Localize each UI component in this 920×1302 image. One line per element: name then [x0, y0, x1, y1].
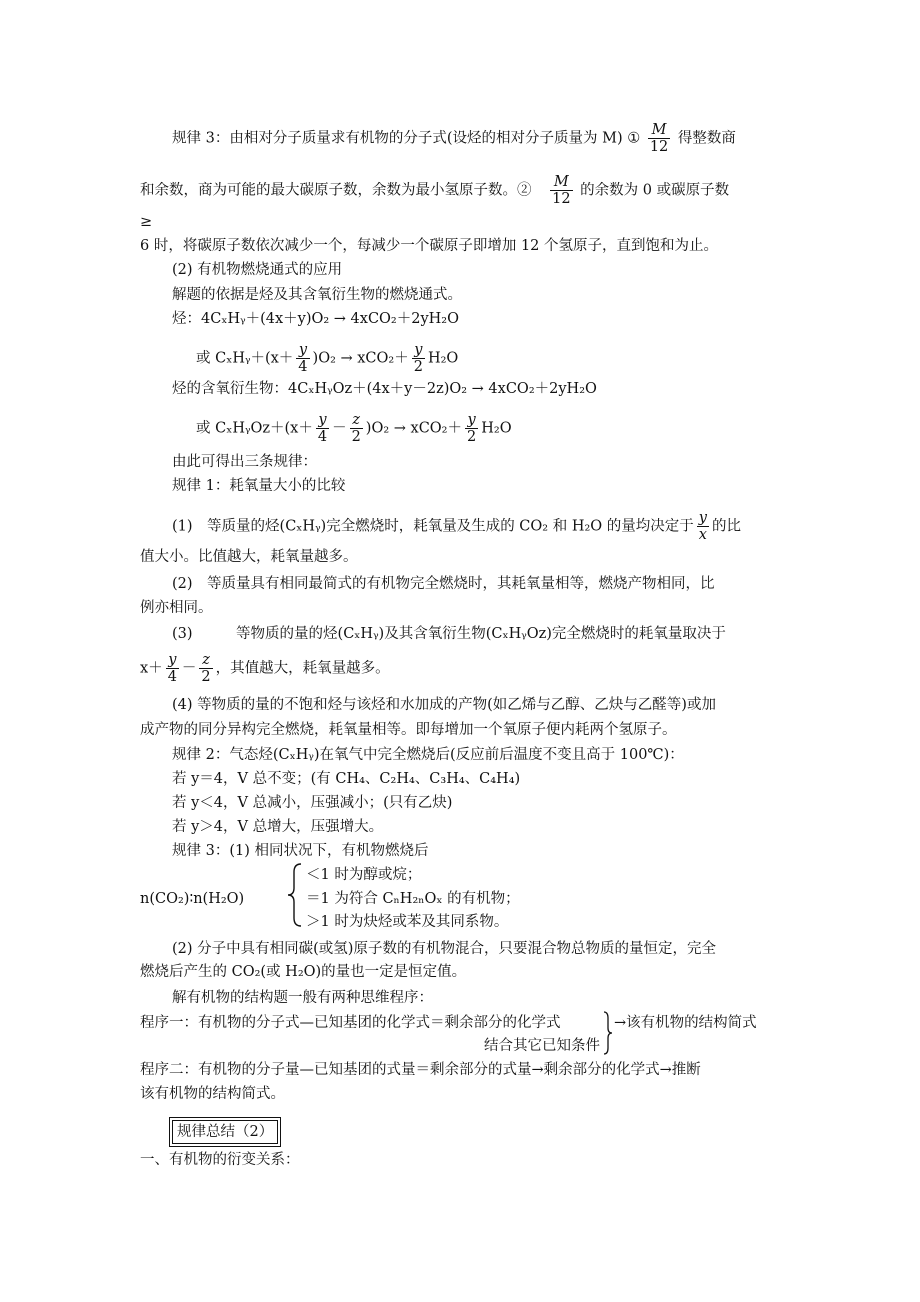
rule3-line3: 6 时，将碳原子数依次减少一个，每减少一个碳原子即增加 12 个氢原子，直到饱和为止。: [140, 238, 718, 254]
text: ，其值越大，耗氧量越多。: [215, 660, 390, 677]
text: 或 CₓHᵧ＋(x＋: [196, 350, 294, 367]
procedure-one-condition: 结合其它已知条件: [484, 1038, 600, 1054]
text: 规律 3：由相对分子质量求有机物的分子式(设烃的相对分子质量为 M) ①: [172, 130, 641, 147]
text: －: [332, 420, 347, 437]
frac-num: y: [296, 342, 309, 359]
text: x＋: [140, 660, 163, 677]
frac-num: y: [166, 652, 179, 669]
fraction: [166, 652, 179, 685]
paragraph: 由此可得出三条规律：: [172, 454, 317, 470]
rule1-item1: [172, 510, 741, 543]
paragraph: 若 y＜4，V 总减小，压强减小；(只有乙炔): [172, 795, 453, 811]
right-brace-icon: [602, 1010, 614, 1056]
rule-title: 规律 2：气态烃(CₓHᵧ)在氧气中完全燃烧后(反应前后温度不变且高于 100℃)：: [172, 747, 684, 763]
paragraph: 解题的依据是烃及其含氧衍生物的燃烧通式。: [172, 287, 462, 303]
fraction-m-12: [550, 174, 572, 207]
paragraph: 若 y＞4，V 总增大，压强增大。: [172, 819, 384, 835]
fraction: [316, 412, 329, 445]
fraction-m-12: [648, 122, 670, 155]
paragraph: 值大小。比值越大，耗氧量越多。: [140, 549, 358, 565]
procedure-one-result: →该有机物的结构简式: [614, 1015, 757, 1031]
frac-num: M: [550, 174, 572, 191]
rule3-intro: [172, 122, 736, 155]
frac-den: 4: [167, 669, 177, 685]
ratio-expression: n(CO₂)∶n(H₂O): [140, 891, 245, 907]
case-item: ＞1 时为炔烃或苯及其同系物。: [306, 914, 509, 930]
paragraph: 例亦相同。: [140, 600, 213, 616]
section-title: (2) 有机物燃烧通式的应用: [172, 262, 343, 278]
procedure-one: 程序一：有机物的分子式—已知基团的化学式＝剩余部分的化学式: [140, 1015, 561, 1031]
paragraph: (4) 等物质的量的不饱和烃与该烃和水加成的产物(如乙烯与乙醇、乙炔与乙醛等)或加: [172, 697, 716, 713]
paragraph: (2) 分子中具有相同碳(或氢)原子数的有机物混合，只要混合物总物质的量恒定，完全: [172, 941, 716, 957]
paragraph: (3) 等物质的量的烃(CₓHᵧ)及其含氧衍生物(CₓHᵧOz)完全燃烧时的耗氧量取决于: [172, 626, 726, 642]
fraction: [465, 412, 478, 445]
text: 或 CₓHᵧOz＋(x＋: [196, 420, 313, 437]
summary-box-title: 规律总结（2）: [172, 1120, 278, 1144]
equation: [196, 342, 458, 375]
frac-den: x: [698, 527, 707, 543]
equation: [196, 412, 512, 445]
rule1-item3-expr: [140, 652, 390, 685]
frac-num: y: [465, 412, 478, 429]
text: )O₂ → xCO₂＋: [365, 420, 462, 437]
case-item: ＜1 时为醇或烷；: [306, 867, 422, 883]
procedure-two-cont: 该有机物的结构简式。: [140, 1086, 285, 1102]
equation: 烃：4CₓHᵧ＋(4x＋y)O₂ → 4xCO₂＋2yH₂O: [172, 311, 460, 327]
paragraph: 燃烧后产生的 CO₂(或 H₂O)的量也一定是恒定值。: [140, 964, 467, 980]
section-heading: 一、有机物的衍变关系：: [140, 1152, 300, 1168]
geq-symbol: ≥: [140, 214, 153, 230]
frac-num: y: [698, 510, 707, 526]
frac-den: 4: [317, 429, 328, 445]
frac-den: 4: [298, 359, 308, 375]
frac-den: 12: [552, 191, 571, 207]
text: (1) 等质量的烃(CₓHᵧ)完全燃烧时，耗氧量及生成的 CO₂ 和 H₂O 的量均决定于: [172, 518, 694, 535]
case-item: ＝1 为符合 CₙH₂ₙOₓ 的有机物；: [306, 891, 520, 907]
text: H₂O: [481, 420, 512, 437]
text: )O₂ → xCO₂＋: [312, 350, 409, 367]
frac-den: 2: [201, 669, 211, 685]
text: 的比: [711, 518, 741, 535]
frac-den: 12: [649, 139, 669, 155]
paragraph: (2) 等质量具有相同最简式的有机物完全燃烧时，其耗氧量相等，燃烧产物相同，比: [172, 576, 715, 592]
frac-num: z: [350, 412, 363, 429]
fraction: [296, 342, 309, 375]
procedure-two: 程序二：有机物的分子量—已知基团的式量＝剩余部分的式量→剩余部分的化学式→推断: [140, 1062, 701, 1078]
text: －: [181, 660, 197, 677]
fraction: [199, 652, 212, 685]
frac-den: 2: [351, 429, 361, 445]
paragraph: 成产物的同分异构完全燃烧，耗氧量相等。即每增加一个氧原子便内耗两个氢原子。: [140, 722, 677, 738]
frac-den: 2: [467, 429, 477, 445]
rule-title: 规律 1：耗氧量大小的比较: [172, 478, 346, 494]
text: 得整数商: [677, 130, 736, 147]
frac-num: y: [316, 412, 329, 429]
frac-den: 2: [413, 359, 423, 375]
fraction: [350, 412, 363, 445]
fraction: [412, 342, 425, 375]
fraction: [697, 510, 709, 543]
text: H₂O: [427, 350, 459, 367]
text: 的余数为 0 或碳原子数: [580, 182, 730, 199]
left-brace-icon: [286, 862, 304, 928]
frac-num: y: [412, 342, 425, 359]
paragraph: 若 y＝4，V 总不变；(有 CH₄、C₂H₄、C₃H₄、C₄H₄): [172, 771, 521, 787]
frac-num: z: [199, 652, 212, 669]
paragraph: 解有机物的结构题一般有两种思维程序：: [172, 990, 433, 1006]
frac-num: M: [648, 122, 670, 139]
rule3-line2: [140, 174, 729, 207]
equation: 烃的含氧衍生物：4CₓHᵧOz＋(4x＋y－2z)O₂ → 4xCO₂＋2yH₂O: [172, 381, 597, 397]
text: 和余数，商为可能的最大碳原子数，余数为最小氢原子数。②: [140, 182, 532, 199]
rule-title: 规律 3：(1) 相同状况下，有机物燃烧后: [172, 843, 429, 859]
